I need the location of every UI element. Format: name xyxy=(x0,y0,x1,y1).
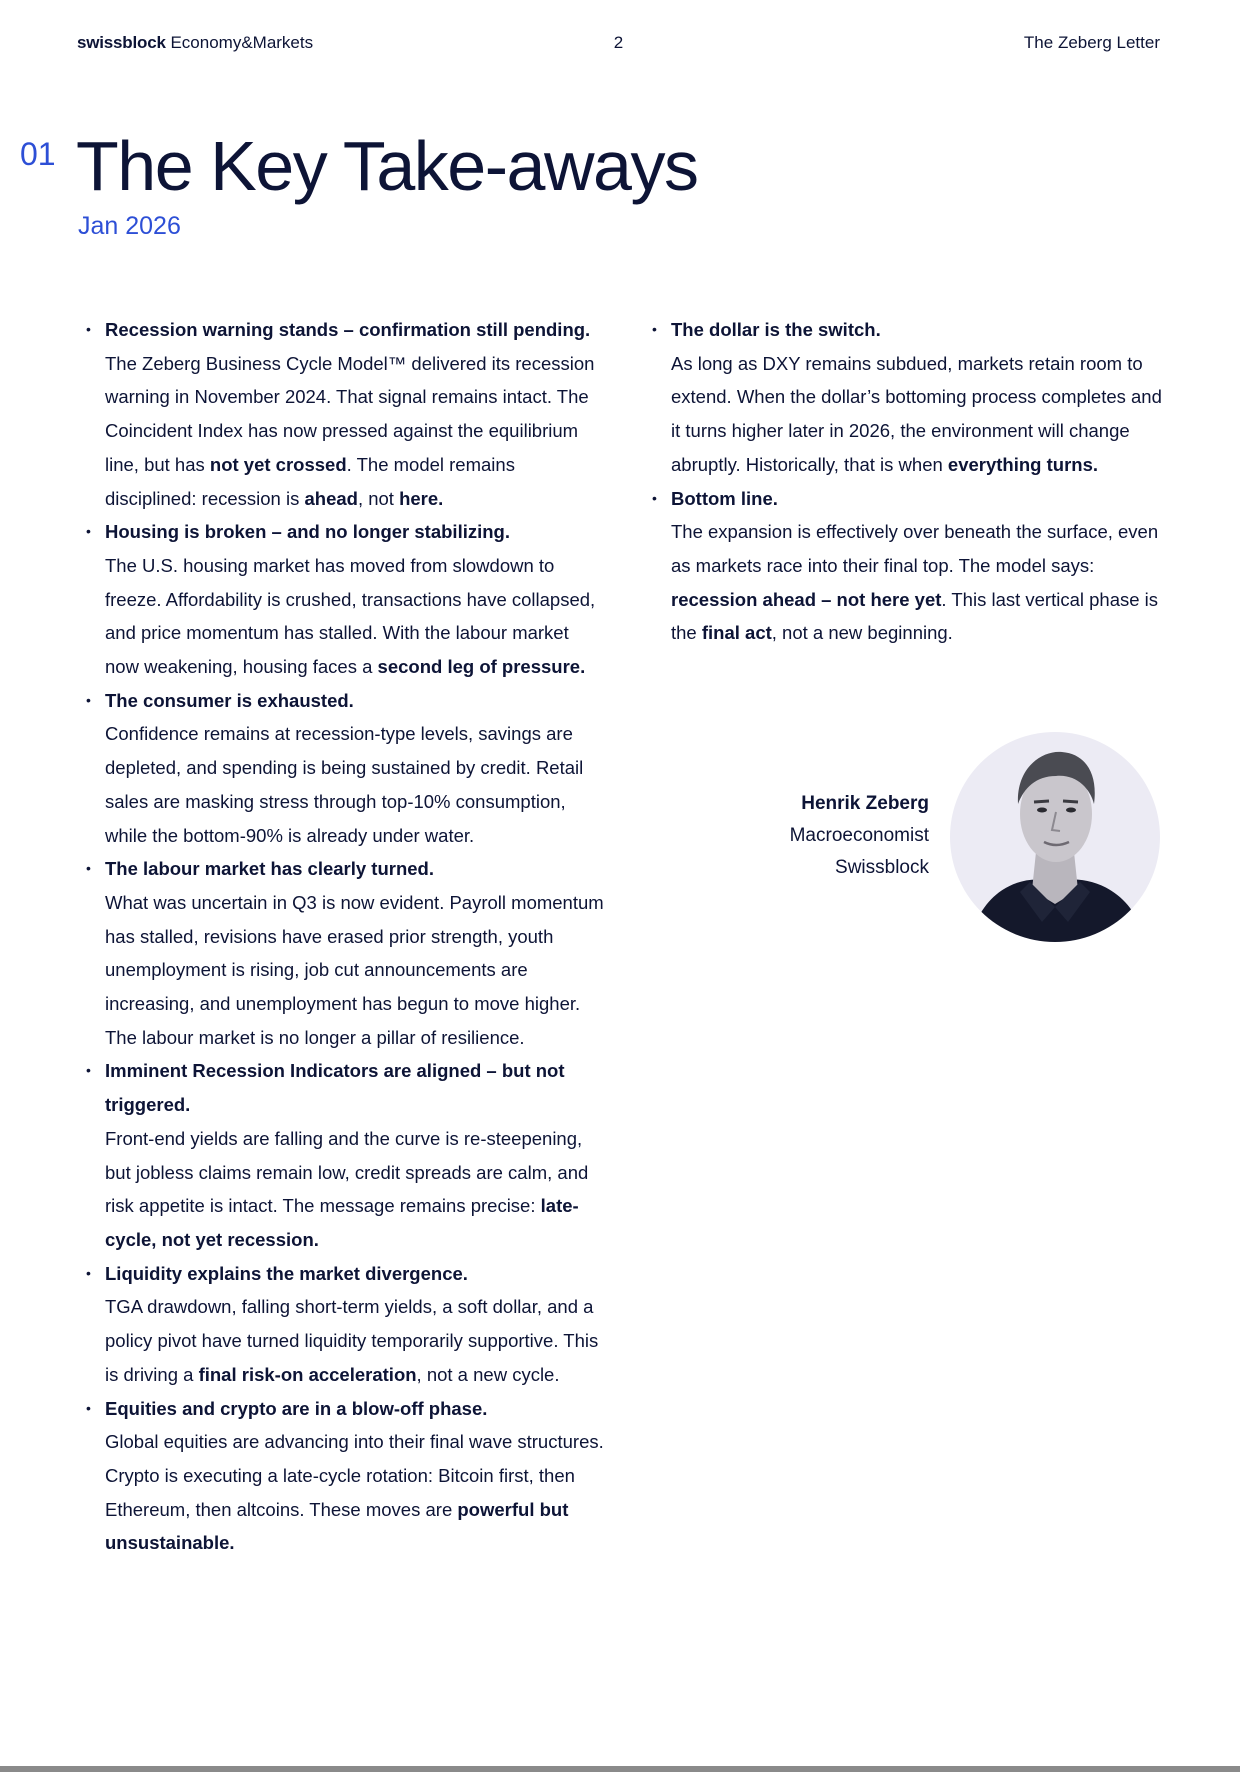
body-text: TGA drawdown, falling short-term yields, a soft dollar, and a policy pivot have turned liquidity temporarily supportive. This is driving a xyxy=(105,1296,599,1385)
takeaway-body xyxy=(105,1122,605,1257)
takeaway-body xyxy=(105,886,605,1055)
takeaway-item xyxy=(105,515,605,684)
takeaway-body xyxy=(105,549,605,684)
brand-section: Economy&Markets xyxy=(170,33,314,52)
takeaway-title: • The labour market has clearly turned. xyxy=(105,858,434,880)
bold-emphasis: recession ahead – not here yet xyxy=(671,588,942,610)
author-company: Swissblock xyxy=(835,857,929,878)
takeaway-item xyxy=(671,482,1171,651)
takeaway-body xyxy=(105,347,605,516)
takeaway-body xyxy=(105,1290,605,1391)
takeaway-body xyxy=(671,515,1171,650)
brand-name: swissblock xyxy=(77,33,166,52)
section-date: Jan 2026 xyxy=(78,212,181,240)
body-text: The U.S. housing market has moved from slowdown to freeze. Affordability is crushed, transactions have collapsed, and price momentum has stalled. With the labour market now weakening, housing faces a xyxy=(105,554,596,678)
takeaway-item xyxy=(105,684,605,853)
takeaways-right-column xyxy=(671,313,1171,650)
body-text: , not a new cycle. xyxy=(416,1363,560,1385)
bold-emphasis: ahead xyxy=(304,487,358,509)
body-text: The Zeberg Business Cycle Model™ delivered its recession warning in November 2024. That signal remains intact. The Coincident Index has now pressed against the equilibrium line, but has xyxy=(105,352,595,475)
author-block xyxy=(790,788,929,884)
body-text: Global equities are advancing into their final wave structures. Crypto is executing a late-cycle rotation: Bitcoin first, then Ethereum, then altcoins. These moves are xyxy=(105,1431,604,1520)
body-text: As long as DXY remains subdued, markets retain room to extend. When the dollar’s bottoming process completes and it turns higher later in 2026, the environment will change abruptly. Historically, that is when xyxy=(671,352,1162,475)
bold-emphasis: here. xyxy=(399,487,444,509)
bold-emphasis: not yet crossed xyxy=(209,453,347,475)
takeaway-title: • The dollar is the switch. xyxy=(671,319,881,340)
body-text: What was uncertain in Q3 is now evident. Payroll momentum has stalled, revisions have erased prior strength, youth unemployment is rising, job cut announcements are increasing, and unemployment has begun to move higher. The labour market is no longer a pillar of resilience. xyxy=(105,891,604,1048)
takeaway-title: • Equities and crypto are in a blow-off phase. xyxy=(105,1397,488,1419)
body-text: . This last vertical phase is the xyxy=(671,588,1159,644)
takeaway-title: • Imminent Recession Indicators are aligned – but not triggered. xyxy=(105,1060,565,1116)
takeaway-body xyxy=(105,1425,605,1560)
bold-emphasis: second leg of pressure. xyxy=(377,656,586,678)
takeaway-title: • Bottom line. xyxy=(671,487,778,509)
avatar xyxy=(950,732,1160,942)
bold-emphasis: final act xyxy=(701,622,772,644)
takeaway-item xyxy=(105,1257,605,1392)
page-bottom-edge xyxy=(0,1766,1240,1772)
bold-emphasis: everything turns. xyxy=(947,453,1099,475)
takeaway-item xyxy=(671,313,1171,482)
takeaway-title: • The consumer is exhausted. xyxy=(105,689,354,711)
takeaway-body xyxy=(671,347,1171,482)
body-text: Confidence remains at recession-type levels, savings are depleted, and spending is being sustained by credit. Retail sales are masking stress through top-10% consumption, while the bottom-90% is already under water. xyxy=(105,723,584,846)
body-text: . The model remains disciplined: recession is xyxy=(105,453,515,509)
body-text: , not a new beginning. xyxy=(771,622,953,644)
takeaway-title: • Recession warning stands – confirmation still pending. xyxy=(105,319,591,340)
section-number: 01 xyxy=(20,136,56,172)
publication-name: The Zeberg Letter xyxy=(1023,33,1160,52)
takeaway-item xyxy=(105,1054,605,1256)
body-text: Front-end yields are falling and the curve is re-steepening, but jobless claims remain low, credit spreads are calm, and risk appetite is intact. The message remains precise: xyxy=(105,1127,589,1217)
page-title: The Key Take-aways xyxy=(76,127,698,205)
takeaway-body xyxy=(105,717,605,852)
takeaway-title: • Housing is broken – and no longer stabilizing. xyxy=(105,521,510,543)
bold-emphasis: powerful but unsustainable. xyxy=(105,1498,569,1554)
takeaway-item xyxy=(105,313,605,515)
bold-emphasis: final risk-on acceleration xyxy=(198,1363,417,1385)
author-portrait-image xyxy=(950,732,1160,942)
page-number: 2 xyxy=(613,33,624,52)
bold-emphasis: late-cycle, not yet recession. xyxy=(105,1195,579,1250)
takeaway-item xyxy=(105,1392,605,1561)
takeaway-item xyxy=(105,852,605,1054)
author-role: Macroeconomist xyxy=(789,825,929,846)
takeaway-title: • Liquidity explains the market divergence. xyxy=(105,1262,468,1284)
body-text: The expansion is effectively over beneath the surface, even as markets race into their final top. The model says: xyxy=(671,521,1159,576)
author-name: Henrik Zeberg xyxy=(801,793,929,814)
body-text: , not xyxy=(357,487,400,509)
page-header xyxy=(77,33,1160,57)
takeaways-left-column xyxy=(105,313,605,1560)
